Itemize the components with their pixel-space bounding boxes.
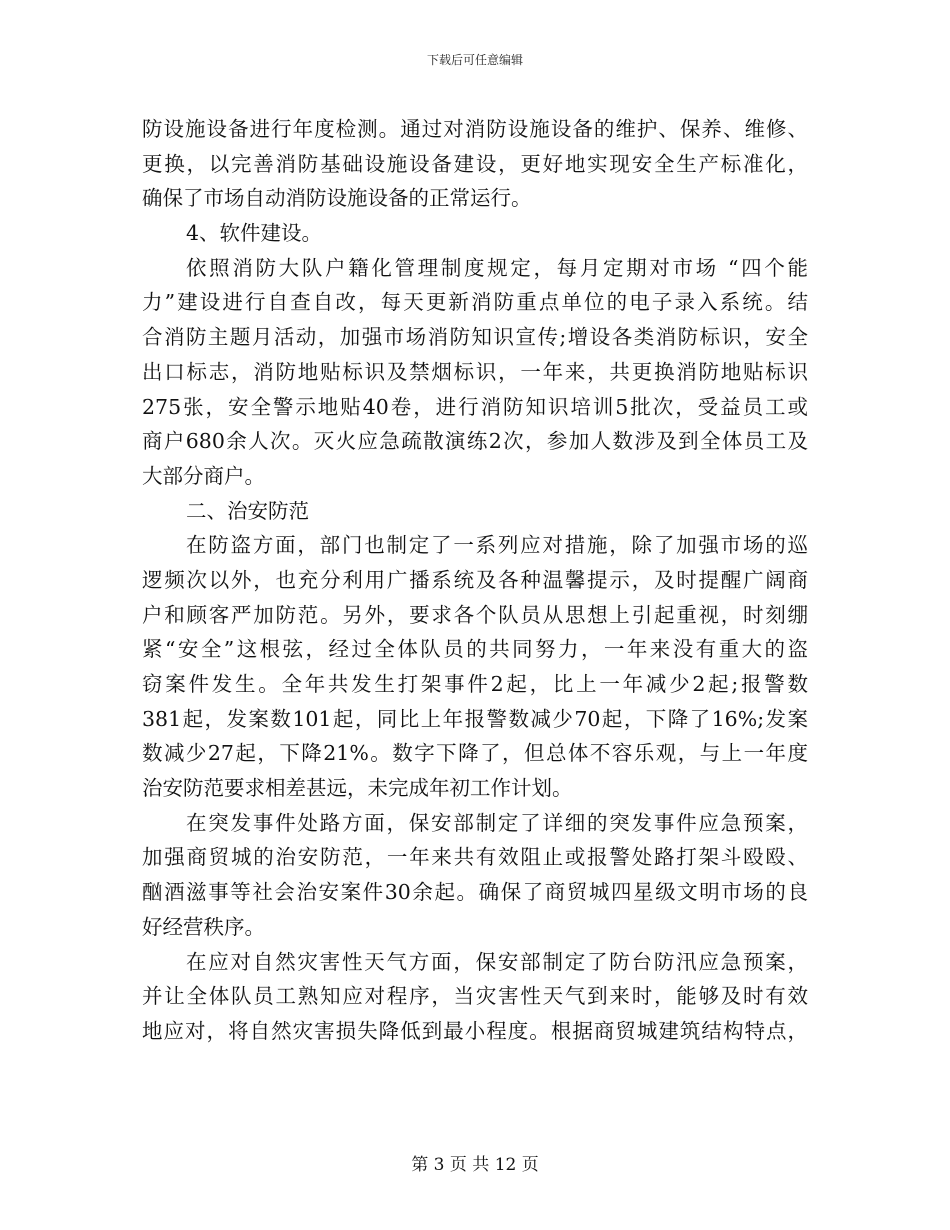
text-line: 4、软件建设。 [186,221,323,246]
text-line: 出口标志，消防地贴标识及禁烟标识，一年来，共更换消防地贴标识 [142,359,808,384]
text-line: 防设施设备进行年度检测。通过对消防设施设备的维护、保养、维修、 [142,117,808,141]
text-line: 加强商贸城的治安防范，一年来共有效阻止或报警处路打架斗殴殴、 [142,845,808,870]
page-header: 下载后可任意编辑 [426,53,523,67]
text-line: 确保了市场自动消防设施设备的正常运行。 [142,186,532,211]
text-line: 二、治安防范 [186,498,309,523]
text-line: 在防盗方面，部门也制定了一系列应对措施，除了加强市场的巡 [186,533,808,558]
text-line: 381起，发案数101起，同比上年报警数减少70起，下降了16%;发案 [142,706,808,731]
text-line: 在应对自然灾害性天气方面，保安部制定了防台防汛应急预案， [186,949,808,974]
document-body [142,112,808,1049]
text-line: 依照消防大队户籍化管理制度规定，每月定期对市场 “四个能 [186,255,808,280]
text-line: 合消防主题月活动，加强市场消防知识宣传;增设各类消防标识，安全 [142,325,808,350]
text-line: 更换，以完善消防基础设施设备建设，更好地实现安全生产标准化， [142,151,808,176]
page-number: 第 3 页 共 12 页 [411,1155,539,1175]
text-line: 酗酒滋事等社会治安案件30余起。确保了商贸城四星级文明市场的良 [142,880,808,905]
text-line: 紧“安全”这根弦，经过全体队员的共同努力，一年来没有重大的盗 [142,637,808,662]
text-line: 在突发事件处路方面，保安部制定了详细的突发事件应急预案， [186,810,808,835]
text-line: 窃案件发生。全年共发生打架事件2起，比上一年减少2起;报警数 [142,672,808,696]
text-line: 力”建设进行自查自改，每天更新消防重点单位的电子录入系统。结 [142,290,808,315]
text-line: 数减少27起，下降21%。数字下降了，但总体不容乐观，与上一年度 [142,741,808,766]
text-line: 275张，安全警示地贴40卷，进行消防知识培训5批次，受益员工或 [142,394,808,419]
text-line: 地应对，将自然灾害损失降低到最小程度。根据商贸城建筑结构特点， [142,1018,808,1043]
text-line: 逻频次以外，也充分利用广播系统及各种温馨提示，及时提醒广阔商 [142,567,808,592]
text-line: 治安防范要求相差甚远，未完成年初工作计划。 [142,776,573,801]
text-line: 商户680余人次。灭火应急疏散演练2次，参加人数涉及到全体员工及 [142,429,808,454]
text-line: 好经营秩序。 [142,914,265,939]
text-line: 户和顾客严加防范。另外，要求各个队员从思想上引起重视，时刻绷 [142,602,808,627]
text-line: 大部分商户。 [142,463,265,488]
text-line: 并让全体队员工熟知应对程序，当灾害性天气到来时，能够及时有效 [142,984,808,1009]
